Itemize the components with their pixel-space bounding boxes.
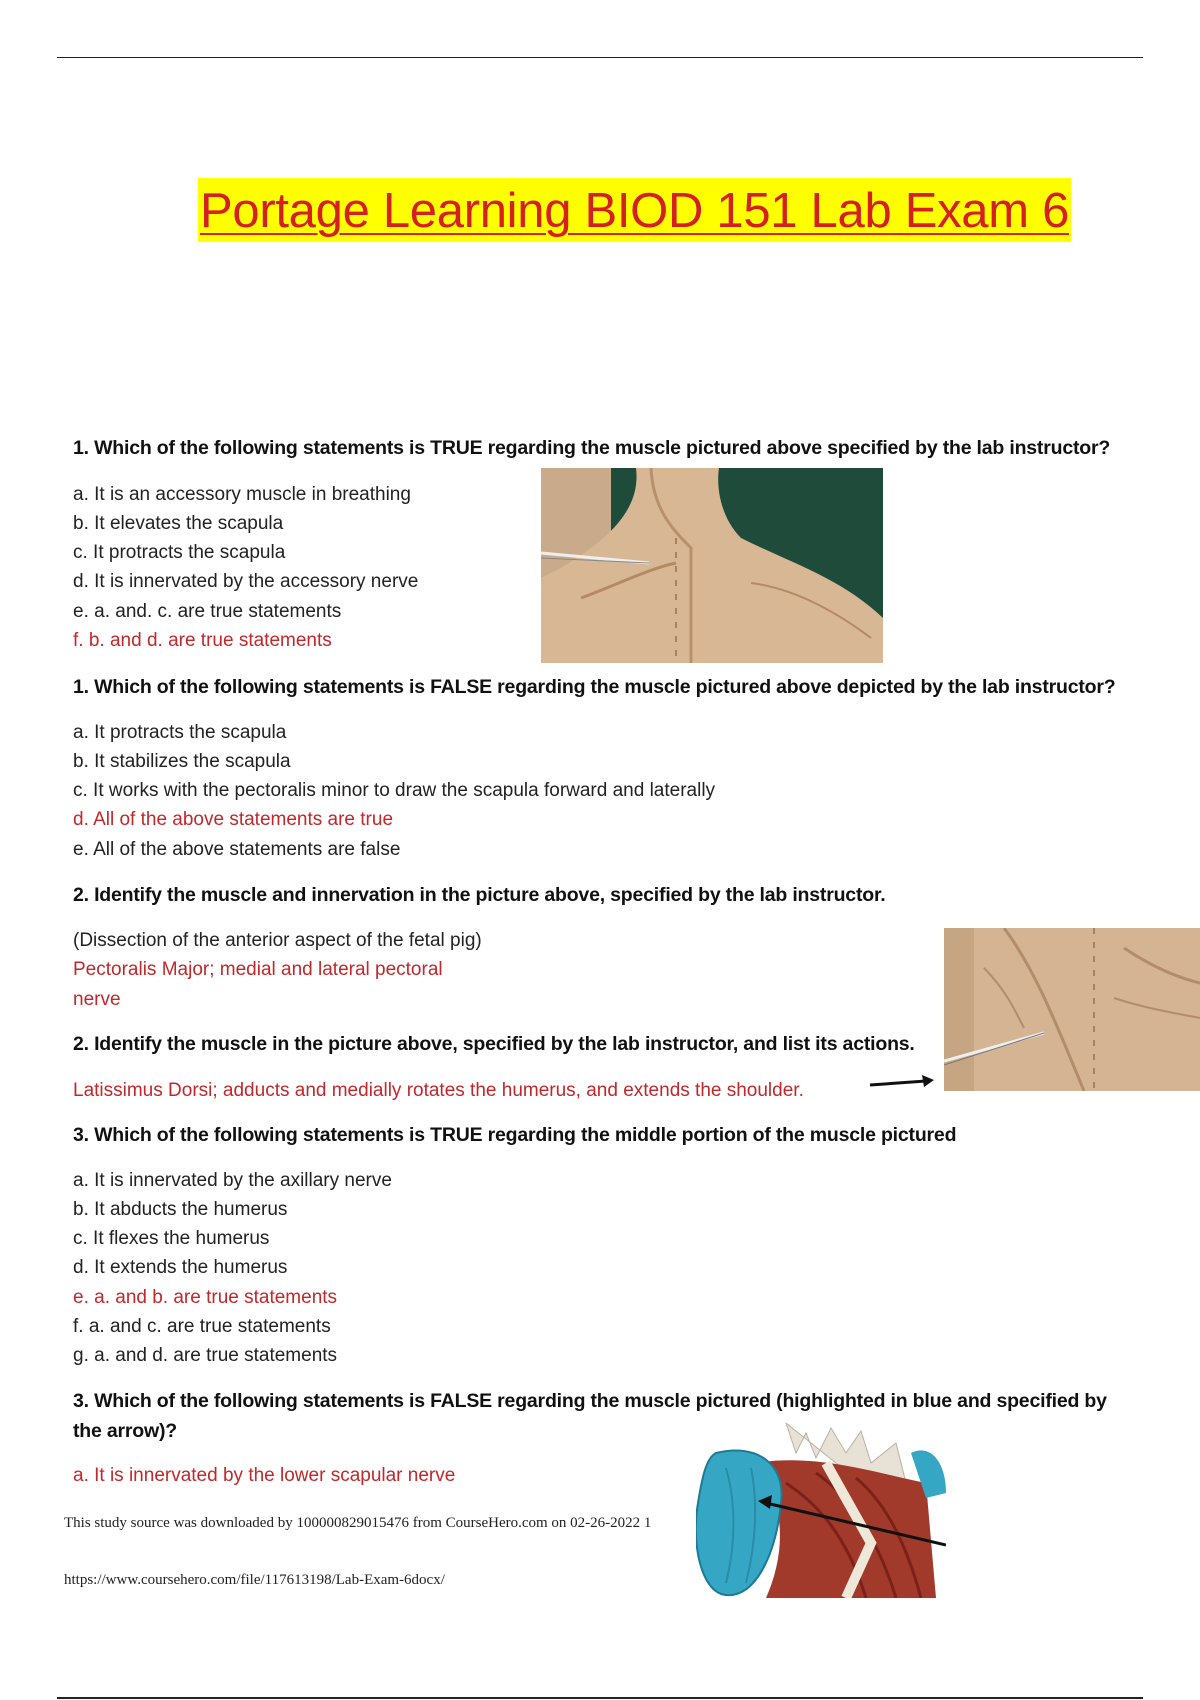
footer-source: This study source was downloaded by 100000829015476 from CourseHero.com on 02-26-2022 1 xyxy=(64,1515,652,1531)
q3b-option-a-answer: a. It is innervated by the lower scapular nerve xyxy=(73,1465,456,1486)
back-muscle-photo xyxy=(944,928,1200,1091)
question-1-false: 1. Which of the following statements is FALSE regarding the muscle pictured above depicted by the lab instructor? xyxy=(73,676,1116,698)
q1a-option-a: a. It is an accessory muscle in breathing xyxy=(73,484,411,505)
footer-url[interactable]: https://www.coursehero.com/file/117613198/Lab-Exam-6docx/ xyxy=(64,1572,445,1588)
q3a-option-e-answer: e. a. and b. are true statements xyxy=(73,1287,338,1308)
q3a-option-c: c. It flexes the humerus xyxy=(73,1228,270,1249)
q2a-note: (Dissection of the anterior aspect of the fetal pig) xyxy=(73,930,482,951)
q2a-answer-line2: nerve xyxy=(73,989,121,1010)
q1a-option-f-answer: f. b. and d. are true statements xyxy=(73,630,332,651)
question-1-true: 1. Which of the following statements is TRUE regarding the muscle pictured above specified by the lab instructor? xyxy=(73,437,1111,459)
q1b-option-d-answer: d. All of the above statements are true xyxy=(73,809,394,830)
q3a-option-d: d. It extends the humerus xyxy=(73,1257,288,1278)
arrow-icon xyxy=(868,1073,936,1093)
q1a-option-d: d. It is innervated by the accessory nerve xyxy=(73,571,419,592)
q1b-option-c: c. It works with the pectoralis minor to draw the scapula forward and laterally xyxy=(73,780,716,801)
q1a-option-c: c. It protracts the scapula xyxy=(73,542,286,563)
q3a-option-a: a. It is innervated by the axillary nerve xyxy=(73,1170,392,1191)
q2a-answer-line1: Pectoralis Major; medial and lateral pectoral xyxy=(73,959,443,980)
upper-back-muscle-photo xyxy=(541,468,883,663)
q3a-option-f: f. a. and c. are true statements xyxy=(73,1316,331,1337)
q3a-option-b: b. It abducts the humerus xyxy=(73,1199,288,1220)
bottom-rule xyxy=(57,1697,1143,1699)
q1a-option-e: e. a. and. c. are true statements xyxy=(73,601,342,622)
top-rule xyxy=(57,57,1143,58)
question-3-false-line1: 3. Which of the following statements is FALSE regarding the muscle pictured (highlighted in blue and specified by xyxy=(73,1390,1107,1412)
question-2-innervation: 2. Identify the muscle and innervation in the picture above, specified by the lab instructor. xyxy=(73,884,886,906)
q1b-option-a: a. It protracts the scapula xyxy=(73,722,287,743)
question-2-actions: 2. Identify the muscle in the picture above, specified by the lab instructor, and list its actions. xyxy=(73,1033,915,1055)
q1a-option-b: b. It elevates the scapula xyxy=(73,513,284,534)
q1b-option-e: e. All of the above statements are false xyxy=(73,839,401,860)
q3a-option-g: g. a. and d. are true statements xyxy=(73,1345,338,1366)
question-3-true: 3. Which of the following statements is TRUE regarding the middle portion of the muscle pictured xyxy=(73,1124,957,1146)
question-3-false-line2: the arrow)? xyxy=(73,1420,177,1442)
q1b-option-b: b. It stabilizes the scapula xyxy=(73,751,291,772)
page-title: Portage Learning BIOD 151 Lab Exam 6 xyxy=(198,178,1071,242)
shoulder-anatomy-illustration xyxy=(696,1423,946,1598)
q2b-answer: Latissimus Dorsi; adducts and medially rotates the humerus, and extends the shoulder. xyxy=(73,1080,804,1101)
